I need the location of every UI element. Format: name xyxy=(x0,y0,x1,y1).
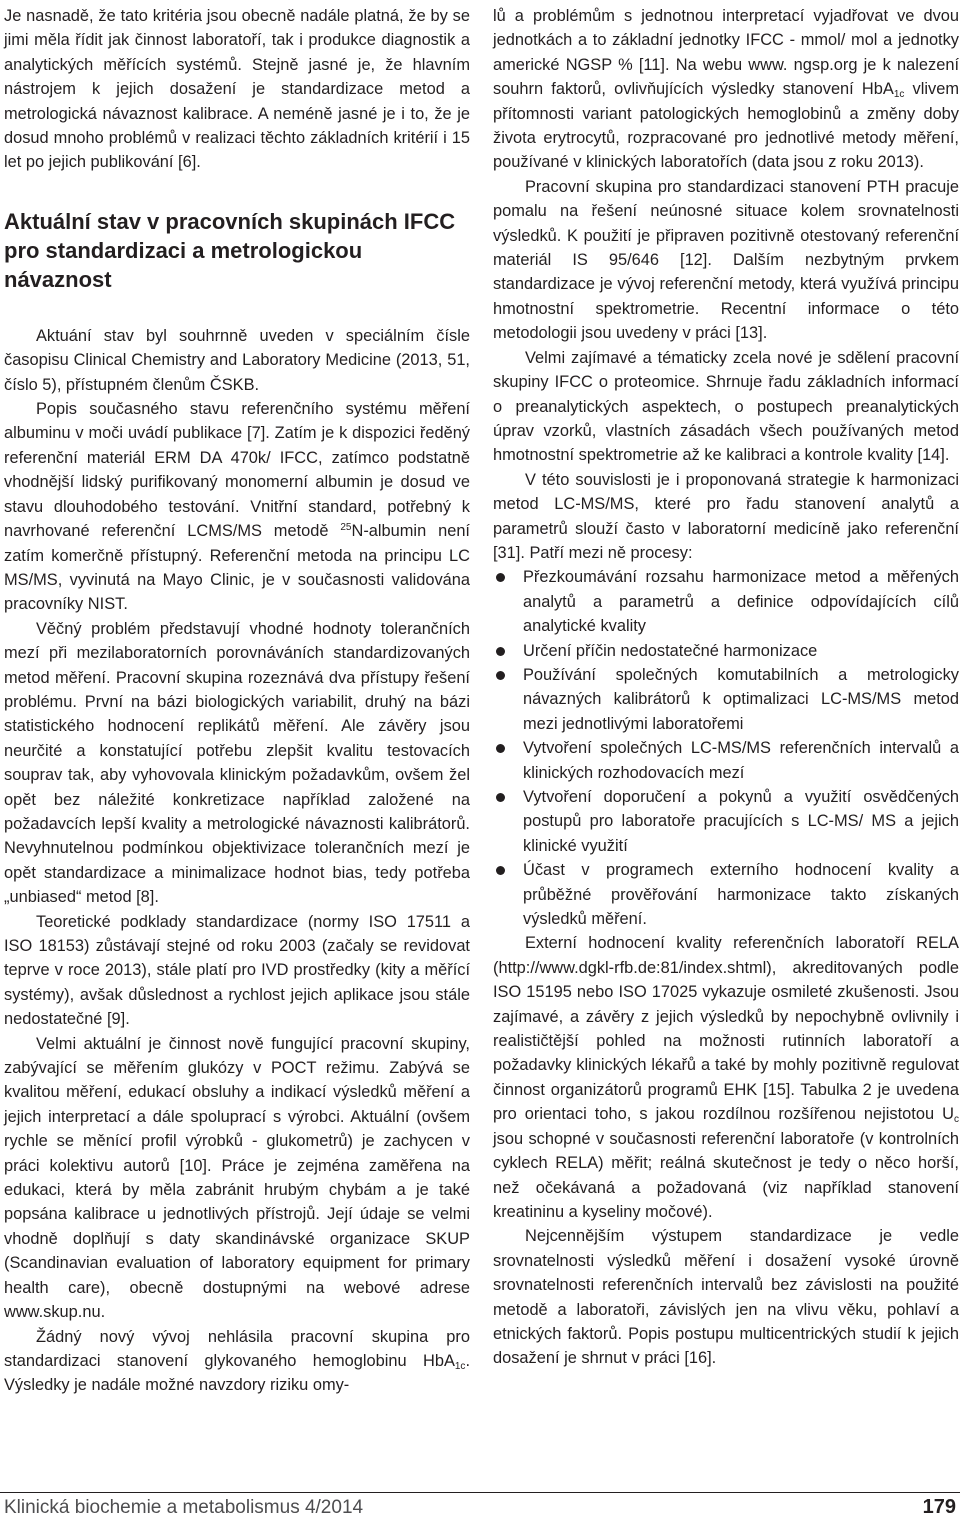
list-item: Přezkoumávání rozsahu harmonizace metod a měřených analytů a parametrů a definice odpovídajících cílů analytické kvality xyxy=(493,565,959,638)
paragraph-iso: Teoretické podklady standardizace (normy ISO 17511 a ISO 18153) zůstávají stejné od roku 2003 (začaly se revidovat teprve v roce 2013), stále platí pro IVD prostředky (kity a měřící systémy), avšak důslednost a rychlost jejich aplikace jsou stále nedostatečné [9]. xyxy=(4,912,470,1029)
page-number: 179 xyxy=(922,1496,956,1518)
paragraph-intro xyxy=(4,4,470,175)
intro-sentence-1: Je nasnadě, že tato kritéria jsou obecně nadále platná, že by se jimi měla řídit jak činnost laboratoří, tak i produkce diagnostik a analytických měřících systémů. Stejně jasné je, že hlavním nástrojem k jejich dosažení je standardizace metod a metrologická návaznost kalibrace. xyxy=(4,7,470,123)
intro-sentence-2: A neméně jasné je i to, že je dosud mnoho problémů v realizaci těchto základních kritérií i 15 let po jejich publikování [6]. xyxy=(4,104,470,172)
paragraph-hba1c xyxy=(4,1325,470,1398)
units-text-b: vlivem přítomnosti variant patologických hemoglobinů a změny doby života erytrocytů, rozpracované pro jednotlivé metody měření, používané v klinických laboratořích (data jsou z roku 2013). xyxy=(493,80,960,172)
list-item: Vytvoření společných LC-MS/MS referenčních intervalů a klinických rozhodovacích mezí xyxy=(493,736,959,785)
section-heading: Aktuální stav v pracovních skupinách IFCC pro standardizaci a metrologickou návaznost xyxy=(4,208,456,292)
list-item: Používání společných komutabilních a metrologicky návazných kalibrátorů k optimalizaci LC-MS/MS metod mezi jednotlivými laboratořemi xyxy=(493,663,959,736)
hba1c-subscript: 1c xyxy=(454,1360,466,1372)
paragraph-pth: Pracovní skupina pro standardizaci stanovení PTH pracuje pomalu na řešení neúnosné situace kolem srovnatelnosti výsledků. K použití je připraven pozitivně otestovaný referenční materiál IS 95/646 [12]. Dalším nezbytným prvkem standardizace je vývoj referenční metody, která využívá principu hmotnostní spektrometrie. Recentní informace o této metodologii jsou uvedeny v práci [13]. xyxy=(493,177,959,343)
albumin-text-a: Popis současného stavu referenčního systému měření albuminu v moči uvádí publikace [7]. Zatím je k dispozici ředěný referenční materiál ERM DA 470k/ IFCC, zatímco podstatně vhodnější lidský purifikovaný monomerní albumin je dosud ve stavu dlouhodobého testování. Vnitřní standard, potřebný k navrhované referenční LCMS/MS metodě xyxy=(4,400,470,541)
list-item: Účast v programech externího hodnocení kvality a průběžné prověřování harmonizace takto získaných výsledků měření. xyxy=(493,858,959,931)
hba1c-subscript-right: 1c xyxy=(893,89,905,101)
right-column xyxy=(493,4,959,1371)
paragraph-proteomics: Velmi zajímavé a tématicky zcela nové je sdělení pracovní skupiny IFCC o proteomice. Shrnuje řadu základních informací o preanalytických aspektech, o postupech preanalytických úprav vzorků, vlastních zásadách všech používaných metod hmotnostní spektrometrie až ke kalibraci a kontrole kvality [14]. xyxy=(493,348,959,465)
footer-journal-title: Klinická biochemie a metabolismus 4/2014 xyxy=(4,1497,364,1518)
paragraph-reference-intervals: Nejcennějším výstupem standardizace je vedle srovnatelnosti výsledků měření i dosažení vysoké úrovně srovnatelnosti referenčních intervalů bez závislosti na použité metodě a laboratoři, závislých jen na vlivu věku, pohlaví a etnických faktorů. Popis postupu multicentrických studií k jejich dosažení je shrnut v práci [16]. xyxy=(493,1227,959,1368)
list-item: Vytvoření doporučení a pokynů a využití osvědčených postupů pro laboratoře pracujících s LC-MS/ MS a jejich klinické využití xyxy=(493,785,959,858)
units-text-a: lů a problémům s jednotnou interpretací vyjadřovat ve dvou jednotkách a to základní jednotky IFCC - mmol/ mol a jednotky americké NGSP % [11]. Na webu www. ngsp.org je k nalezení souhrn faktorů, ovlivňujících výsledky stanovení HbA xyxy=(493,7,959,99)
rela-text-a: Externí hodnocení kvality referenčních laboratoří RELA (http://www.dgkl-rfb.de:81/index.shtml), akreditovaných podle ISO 15195 nebo ISO 17025 vykazuje osmileté zkušenosti. Jsou zajímavé, a závěry z jejich výsledků by nepochybně ovlivnily i realističtější pohled na možnosti rutinních laboratoří a požadavky klinických lékařů a také by mohly pozitivně regulovat činnost organizátorů programů EHK [15]. Tabulka 2 je uvedena pro orientaci toho, s jakou rozdílnou rozšířenou nejistotou U xyxy=(493,934,959,1124)
paragraph-rela xyxy=(493,931,959,1224)
paragraph-poct: Velmi aktuální je činnost nově fungující pracovní skupiny, zabývající se měřením glukózy v POCT režimu. Zabývá se kvalitou měření, edukací obsluhy a indikací výsledků měření a jejich interpretací a dále spoluprací s výrobci. Aktuální (ovšem rychle se měnící profil výrobků - glukometrů) je zachycen v práci kolektivu autorů [10]. Práce je zejména zaměřena na edukaci, která by měla zabránit hrubým chybám a je také popsána kalibrace u jednotlivých přístrojů. Její údaje se velmi vhodně doplňují s daty skandinávské organizace SKUP (Scandinavian evaluation of laboratory equipment for primary health care), obecně dostupnými na webové adrese www.skup.nu. xyxy=(4,1034,470,1322)
paragraph-status: Aktuání stav byl souhrnně uveden v speciálním čísle časopisu Clinical Chemistry and Laboratory Medicine (2013, 51, číslo 5), přístupném členům ČSKB. xyxy=(4,326,470,394)
hba1c-text-b: . Výsledky je nadále možné navzdory riziku omy- xyxy=(4,1351,470,1395)
rela-text-b: jsou schopné v současnosti referenční laboratoře (v kontrolních cyklech RELA) měřit; reálná skutečnost je tedy o něco horší, než očekávaná a požadovaná (viz například stanovení kreatininu a kyseliny močové). xyxy=(493,1129,959,1221)
list-item: Určení příčin nedostatečné harmonizace xyxy=(493,639,959,663)
paragraph-albumin xyxy=(4,397,470,617)
paragraph-tolerance: Věčný problém představují vhodné hodnoty tolerančních mezí při mezilaboratorních porovnáváních standardizovaných metod měření. Pracovní skupina rozeznává dva přístupy řešení problému. První na bázi biologických variabilit, druhý na bázi statistického hodnocení replikátů měření. Ale závěry jsou neurčité a konstatující potřebu zlepšit kvalitu testovacích souprav tak, aby vyhovovala klinickým požadavkům, ovšem žel opět bez náležité konkretizace například založené na požadavcích lepší kvality a metrologické návaznosti kalibrátorů. Nevyhnutelnou podmínkou objektivizace tolerančních mezí je opět standardizace a minimalizace hodnot bias, tedy potřeba „unbiased“ metod [8]. xyxy=(4,619,470,907)
footer-divider xyxy=(0,1492,960,1493)
hba1c-text-a: Žádný nový vývoj nehlásila pracovní skupina pro standardizaci stanovení glykovaného hemoglobinu HbA xyxy=(4,1327,470,1370)
paragraph-hba1c-continued xyxy=(493,4,959,175)
albumin-text-b: N-albumin není zatím komerčně přístupný. Referenční metoda na principu LC MS/MS, vyvinutá na Mayo Clinic, je v současnosti validována pracovníky NIST. xyxy=(4,522,470,614)
left-column xyxy=(4,4,470,1398)
paragraph-lcms: V této souvislosti je i proponovaná strategie k harmonizaci metod LC-MS/MS, které pro řadu stanovení analytů a parametrů slouží často v laboratorní medicíně jako referenční [31]. Patří mezi ně procesy: xyxy=(493,470,959,562)
process-list xyxy=(493,565,959,931)
isotope-superscript: 25 xyxy=(340,522,352,534)
uncertainty-subscript: c xyxy=(954,1114,959,1126)
